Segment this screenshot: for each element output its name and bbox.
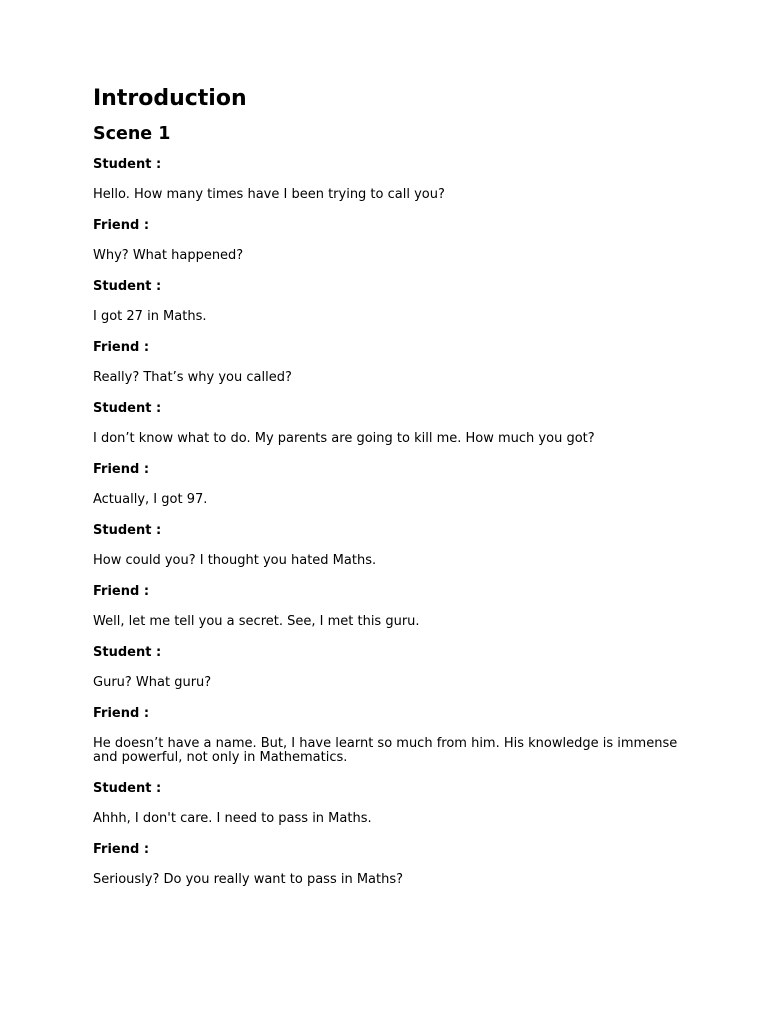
speaker-label: Student : [93, 157, 162, 172]
dialogue-turn [93, 834, 693, 895]
dialogue-turn [93, 698, 693, 773]
scene-heading: Scene 1 [93, 124, 171, 144]
dialogue-turn [93, 149, 693, 210]
dialogue-line: How could you? I thought you hated Maths. [93, 553, 377, 568]
dialogue-line: Actually, I got 97. [93, 492, 208, 507]
dialogue-line: Really? That’s why you called? [93, 370, 292, 385]
speaker-label: Friend : [93, 218, 150, 233]
page-title: Introduction [93, 86, 247, 111]
dialogue-turn [93, 454, 693, 515]
dialogue-line: Ahhh, I don't care. I need to pass in Maths. [93, 811, 372, 826]
speaker-label: Student : [93, 645, 162, 660]
dialogue-line: He doesn’t have a name. But, I have learnt so much from him. His knowledge is immense and powerful, not only in Mathematics. [93, 736, 678, 765]
speaker-label: Student : [93, 523, 162, 538]
dialogue-line: I got 27 in Maths. [93, 309, 207, 324]
dialogue-turn [93, 576, 693, 637]
dialogue-line: Hello. How many times have I been trying to call you? [93, 187, 445, 202]
dialogue-line: I don’t know what to do. My parents are going to kill me. How much you got? [93, 431, 595, 446]
dialogue-turn [93, 515, 693, 576]
speaker-label: Student : [93, 401, 162, 416]
dialogue-line: Guru? What guru? [93, 675, 212, 690]
dialogue [93, 149, 693, 895]
dialogue-turn [93, 271, 693, 332]
dialogue-line: Well, let me tell you a secret. See, I met this guru. [93, 614, 420, 629]
speaker-label: Friend : [93, 842, 150, 857]
dialogue-turn [93, 773, 693, 834]
dialogue-line: Seriously? Do you really want to pass in Maths? [93, 872, 404, 887]
speaker-label: Student : [93, 279, 162, 294]
speaker-label: Friend : [93, 462, 150, 477]
document-page [93, 84, 693, 895]
speaker-label: Student : [93, 781, 162, 796]
speaker-label: Friend : [93, 340, 150, 355]
dialogue-line: Why? What happened? [93, 248, 244, 263]
dialogue-turn [93, 393, 693, 454]
speaker-label: Friend : [93, 584, 150, 599]
dialogue-turn [93, 332, 693, 393]
dialogue-turn [93, 210, 693, 271]
dialogue-turn [93, 637, 693, 698]
speaker-label: Friend : [93, 706, 150, 721]
